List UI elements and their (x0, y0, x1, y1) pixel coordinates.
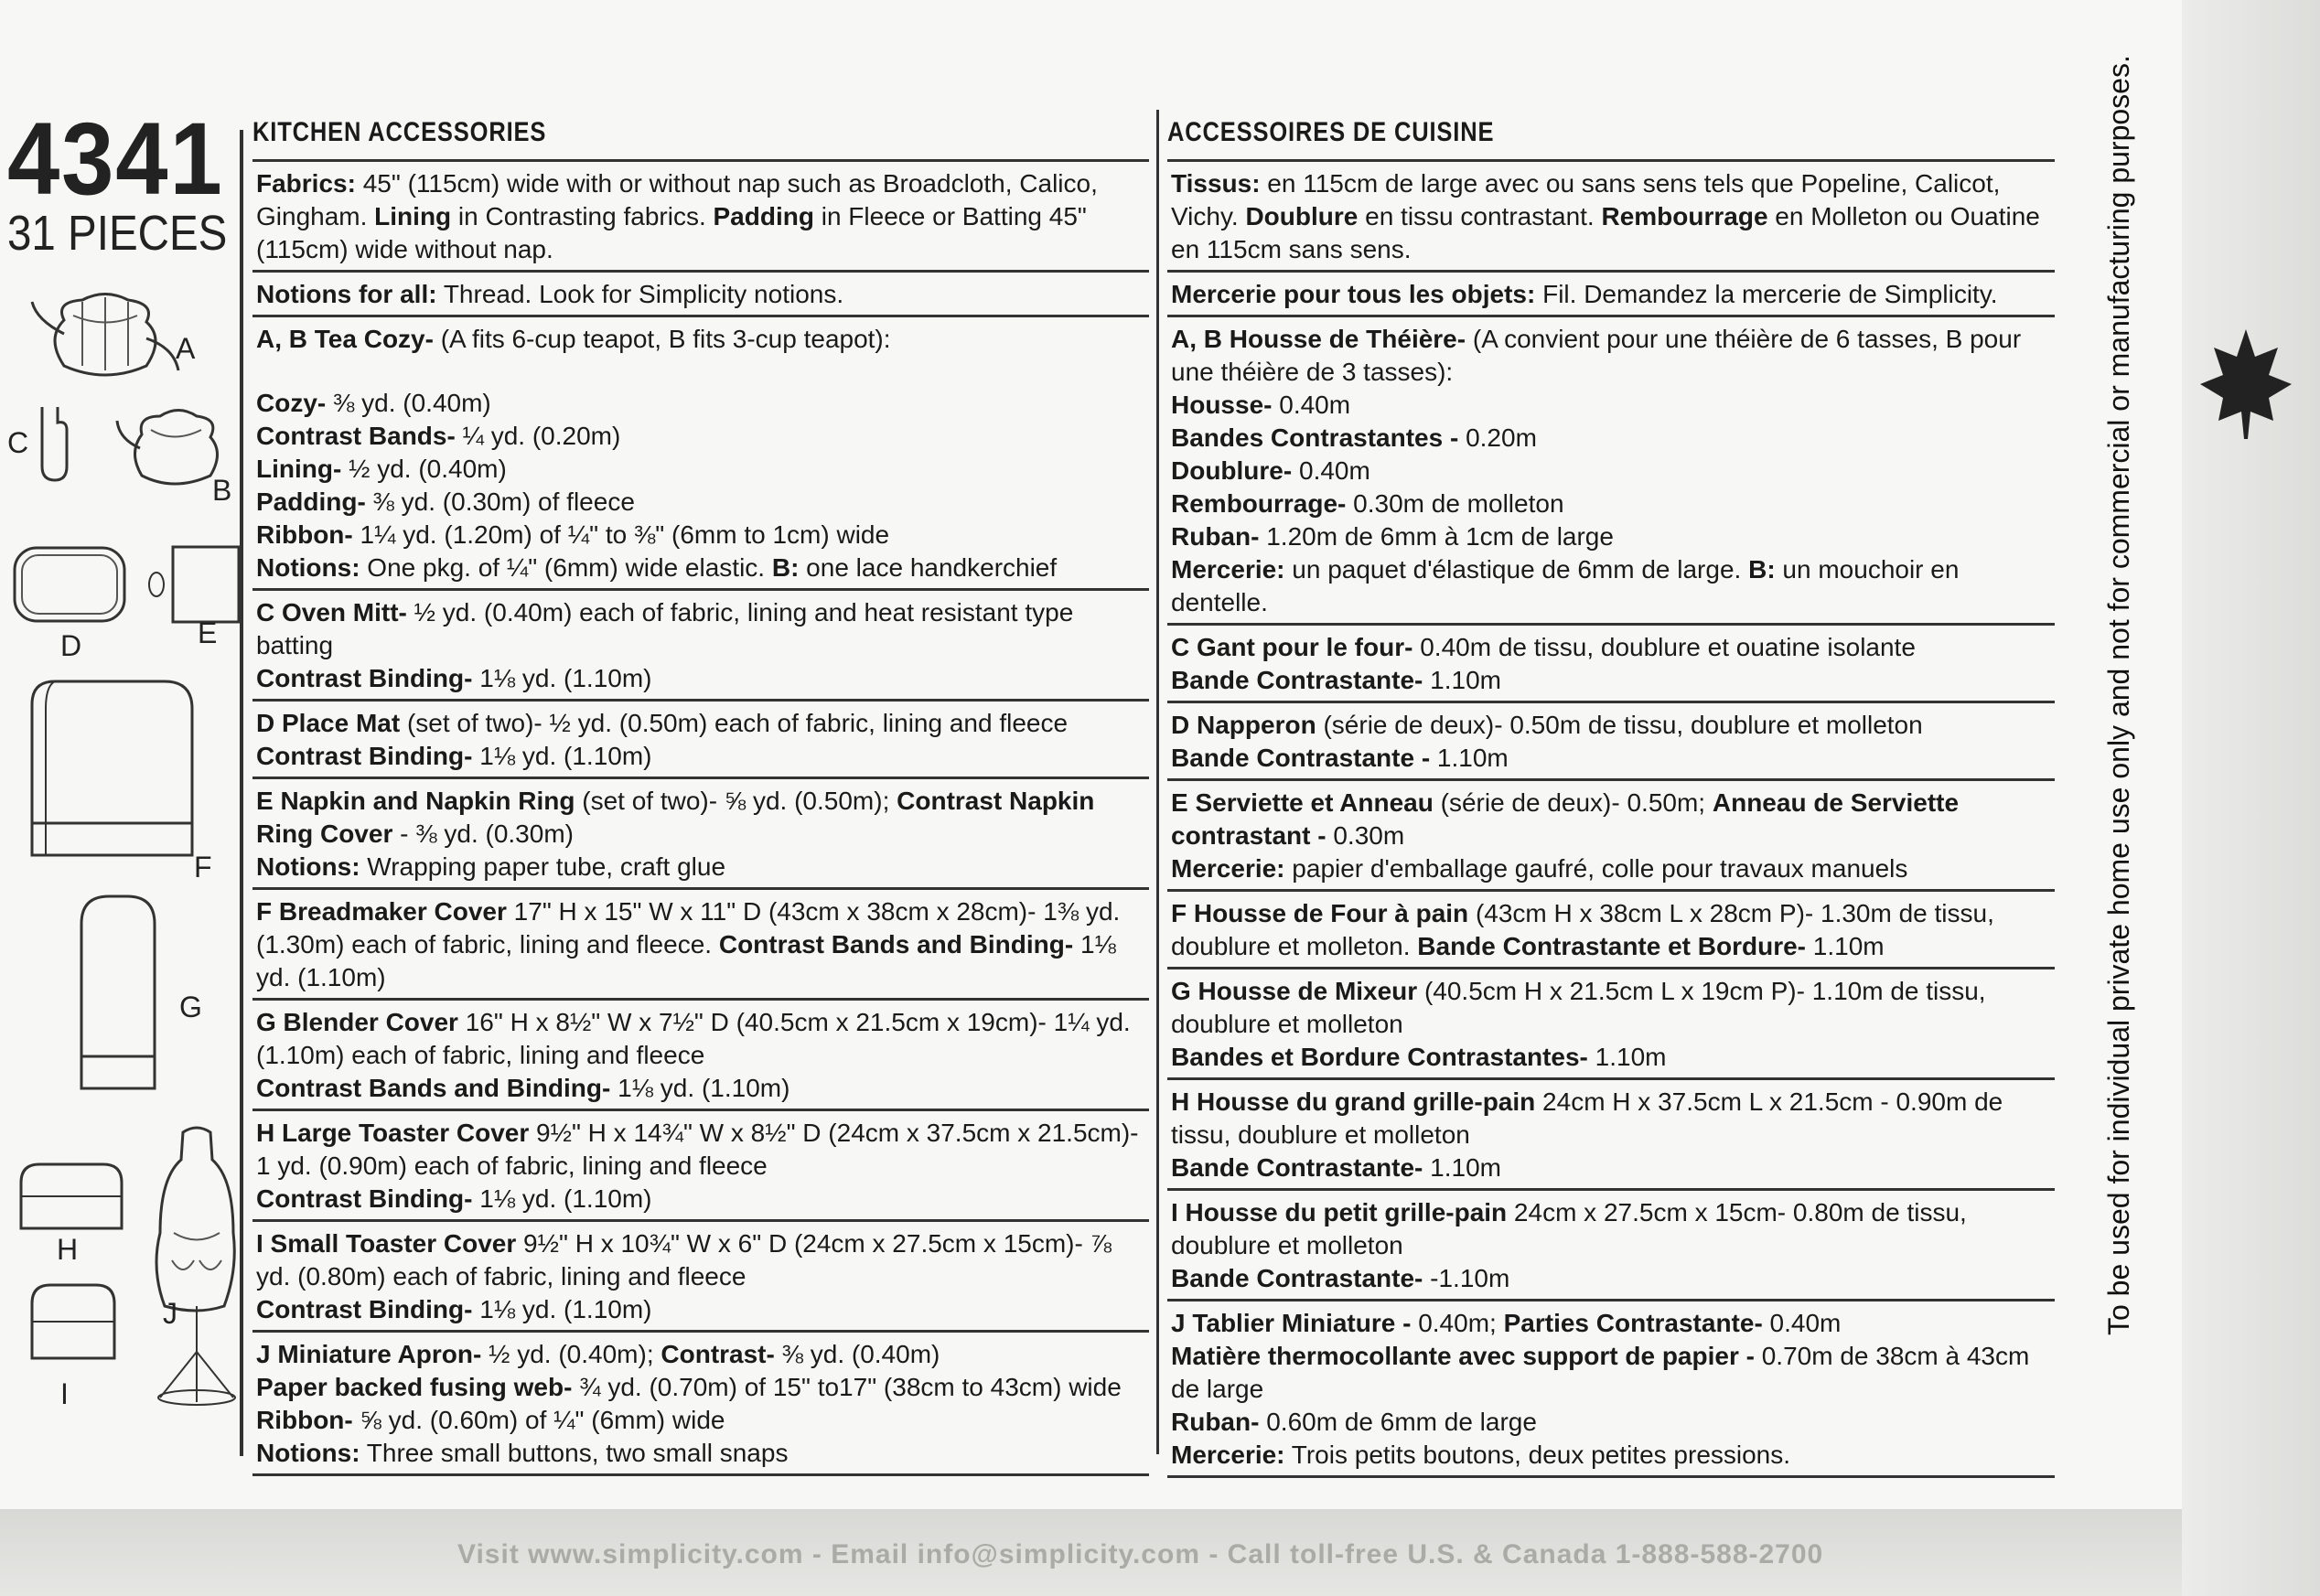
fr-mixeur: G Housse de Mixeur (40.5cm H x 21.5cm L x 19cm P)- 1.10m de tissu, doublure et molleton Bandes et Bordure Contrastantes- 1.10m (1167, 967, 2055, 1077)
maple-leaf-icon (2191, 320, 2301, 448)
figure-label-i: I (60, 1377, 69, 1410)
en-large-toaster: H Large Toaster Cover 9½" H x 14¾" W x 8½" D (24cm x 37.5cm x 21.5cm)- 1 yd. (0.90m) each of fabric, lining and fleece Contrast Binding- 1⅛ yd. (1.10m) (252, 1109, 1149, 1219)
miniature-apron-j-icon (146, 1123, 247, 1407)
napkin-e-icon (170, 544, 243, 627)
divider-center (1156, 110, 1159, 1454)
blender-cover-g-icon (77, 892, 159, 1093)
figure-label-j: J (163, 1297, 177, 1330)
fr-petit-grille-pain: I Housse du petit grille-pain 24cm x 27.5cm x 15cm- 0.80m de tissu, doublure et molleton Bande Contrastante- -1.10m (1167, 1188, 2055, 1299)
fr-serviette: E Serviette et Anneau (série de deux)- 0.50m; Anneau de Serviette contrastant - 0.30m Mercerie: papier d'emballage gaufré, colle pour travaux manuels (1167, 778, 2055, 889)
breadmaker-cover-f-icon (27, 677, 201, 860)
pieces-count: 31 PIECES (7, 206, 228, 261)
fr-housse-theiere: A, B Housse de Théière- (A convient pour une théière de 6 tasses, B pour une théière de 3 tasses): Housse- 0.40m Bandes Contrastantes - 0.20m Doublure- 0.40m Rembourrage- 0.30m de molleton Ruban- 1.20m de 6mm à 1cm de large Mercerie: un paquet d'élastique de 6mm de large. B: un mouchoir en dentelle. (1167, 315, 2055, 623)
usage-disclaimer: To be used for individual private home use only and not for commercial or manufacturing purposes. (2102, 55, 2135, 1335)
fr-mercerie-all: Mercerie pour tous les objets: Fil. Demandez la mercerie de Simplicity. (1167, 270, 2055, 315)
figure-label-a: A (176, 332, 196, 365)
fr-grand-grille-pain: H Housse du grand grille-pain 24cm H x 37.5cm L x 21.5cm - 0.90m de tissu, doublure et molleton Bande Contrastante- 1.10m (1167, 1077, 2055, 1188)
en-napkin: E Napkin and Napkin Ring (set of two)- ⅝ yd. (0.50m); Contrast Napkin Ring Cover - ⅜ yd. (0.30m) Notions: Wrapping paper tube, craft glue (252, 777, 1149, 887)
en-blender: G Blender Cover 16" H x 8½" W x 7½" D (40.5cm x 21.5cm x 19cm)- 1¼ yd. (1.10m) each of fabric, lining and fleece Contrast Bands and Binding- 1⅛ yd. (1.10m) (252, 998, 1149, 1109)
figure-label-h: H (57, 1233, 79, 1266)
en-notions-all: Notions for all: Thread. Look for Simplicity notions. (252, 270, 1149, 315)
napkin-ring-icon (146, 569, 166, 600)
fr-gant: C Gant pour le four- 0.40m de tissu, doublure et ouatine isolante Bande Contrastante- 1.10m (1167, 623, 2055, 701)
english-column (252, 119, 1149, 1476)
en-oven-mitt: C Oven Mitt- ½ yd. (0.40m) each of fabric, lining and heat resistant type batting Contrast Binding- 1⅛ yd. (1.10m) (252, 588, 1149, 699)
french-column (1167, 119, 2055, 1478)
oven-mitt-c-icon (35, 402, 71, 485)
figure-label-g: G (179, 991, 202, 1023)
fr-four-a-pain: F Housse de Four à pain (43cm H x 38cm L x 28cm P)- 1.30m de tissu, doublure et molleton. Bande Contrastante et Bordure- 1.10m (1167, 889, 2055, 967)
en-place-mat: D Place Mat (set of two)- ½ yd. (0.50m) each of fabric, lining and fleece Contrast Binding- 1⅛ yd. (1.10m) (252, 699, 1149, 777)
figure-label-b: B (212, 474, 232, 507)
figure-label-c: C (7, 426, 29, 459)
english-title: KITCHEN ACCESSORIES (252, 117, 547, 147)
pattern-number: 4341 (7, 102, 224, 216)
fr-tablier: J Tablier Miniature - 0.40m; Parties Contrastante- 0.40m Matière thermocollante avec support de papier - 0.70m de 38cm à 43cm de large Ruban- 0.60m de 6mm de large Mercerie: Trois petits boutons, deux petites pressions. (1167, 1299, 2055, 1475)
en-tea-cozy: A, B Tea Cozy- (A fits 6-cup teapot, B fits 3-cup teapot): Cozy- ⅜ yd. (0.40m) Contrast Bands- ¼ yd. (0.20m) Lining- ½ yd. (0.40m) Padding- ⅜ yd. (0.30m) of fleece Ribbon- 1¼ yd. (1.20m) of ¼" to ⅜" (6mm to 1cm) wide Notions: One pkg. of ¼" (6mm) wide elastic. B: one lace handkerchief (252, 315, 1149, 588)
french-title: ACCESSOIRES DE CUISINE (1167, 117, 1495, 147)
place-mat-d-icon (11, 544, 130, 627)
teapot-cozy-a-icon (27, 284, 183, 384)
figure-label-f: F (194, 851, 212, 884)
en-apron: J Miniature Apron- ½ yd. (0.40m); Contrast- ⅜ yd. (0.40m) Paper backed fusing web- ¾ yd. (0.70m) of 15" to17" (38cm to 43cm) wide Ribbon- ⅝ yd. (0.60m) of ¼" (6mm) wide Notions: Three small buttons, two small snaps (252, 1330, 1149, 1473)
en-small-toaster: I Small Toaster Cover 9½" H x 10¾" W x 6" D (24cm x 27.5cm x 15cm)- ⅞ yd. (0.80m) each of fabric, lining and fleece Contrast Binding- 1⅛ yd. (1.10m) (252, 1219, 1149, 1330)
en-fabrics: Fabrics: 45" (115cm) wide with or without nap such as Broadcloth, Calico, Gingham. Lining in Contrasting fabrics. Padding in Fleece or Batting 45" (115cm) wide without nap. (252, 159, 1149, 270)
fr-napperon: D Napperon (série de deux)- 0.50m de tissu, doublure et molleton Bande Contrastante - 1.10m (1167, 701, 2055, 778)
fr-tissus: Tissus: en 115cm de large avec ou sans sens tels que Popeline, Calicot, Vichy. Doublure en tissu contrastant. Rembourrage en Molleton ou Ouatine en 115cm sans sens. (1167, 159, 2055, 270)
figure-label-d: D (60, 629, 82, 662)
figure-label-e: E (198, 616, 218, 649)
envelope-edge-strip (2182, 0, 2320, 1596)
small-toaster-cover-i-icon (27, 1280, 119, 1363)
contact-footer: Visit www.simplicity.com - Email info@simplicity.com - Call toll-free U.S. & Canada 1-888-588-2700 (457, 1539, 1824, 1569)
large-toaster-cover-h-icon (16, 1160, 126, 1233)
en-breadmaker: F Breadmaker Cover 17" H x 15" W x 11" D (43cm x 38cm x 28cm)- 1⅜ yd. (1.30m) each of fabric, lining and fleece. Contrast Bands and Binding- 1⅛ yd. (1.10m) (252, 887, 1149, 998)
